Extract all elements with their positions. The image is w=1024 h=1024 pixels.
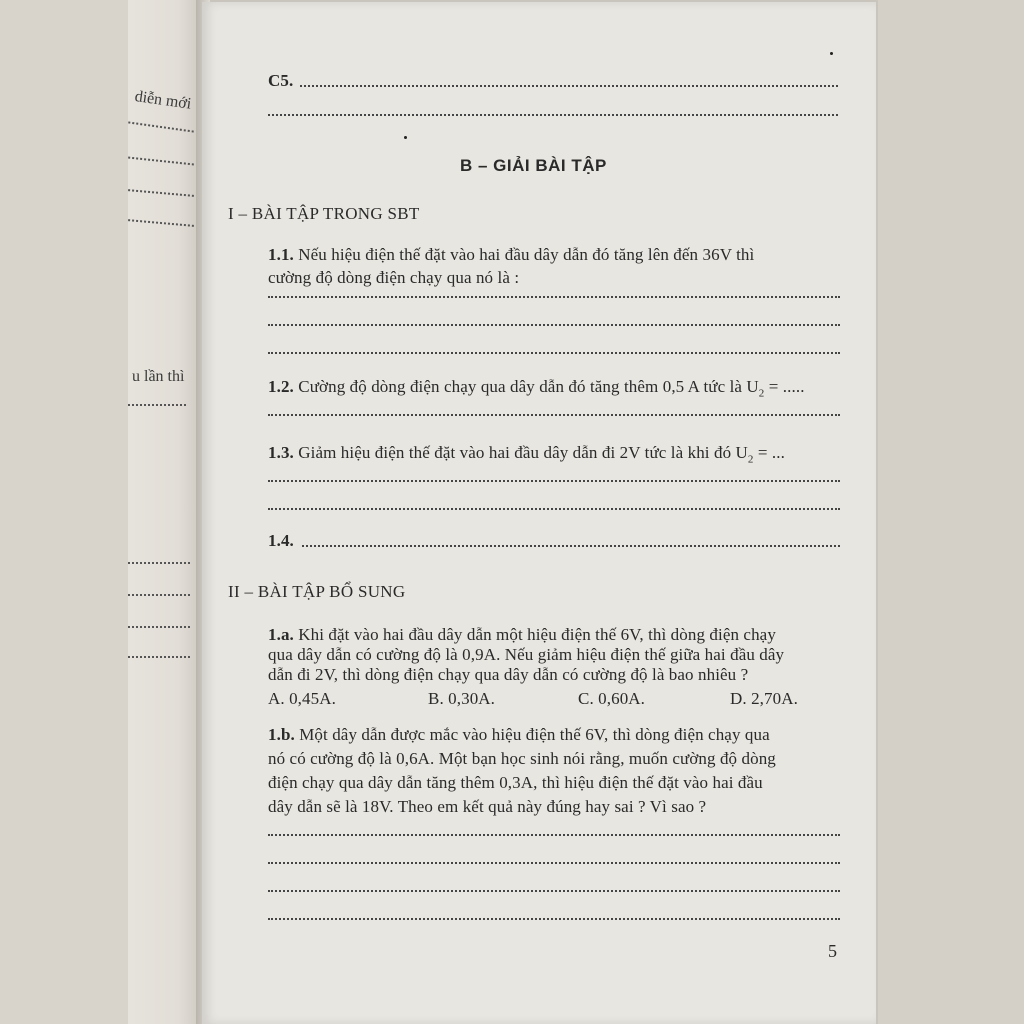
answer-line [268,890,840,892]
exercise-1a [268,624,776,646]
answer-line [268,862,840,864]
answer-line [268,296,840,298]
exercise-1-2 [268,376,805,404]
exercise-number: 1.b. [268,725,295,744]
exercise-text-tail: = ..... [764,377,805,396]
prev-page-dotted-line [128,157,194,166]
exercise-1-4-number: 1.4. [268,531,294,550]
exercise-text: điện chạy qua dây dẫn tăng thêm 0,3A, thì hiệu điện thế đặt vào hai đầu [268,773,763,792]
prev-page-dotted-line [128,562,190,564]
prev-page-dotted-line [128,404,186,406]
exercise-text-tail: = ... [753,443,785,462]
background-left [0,0,130,1024]
subscript: 2 [747,453,754,466]
exercise-number: 1.1. [268,245,294,264]
option-d: D. 2,70A. [730,689,798,708]
exercise-number: 1.a. [268,625,294,644]
answer-line [302,545,840,547]
answer-line [268,480,840,482]
exercise-text: Nếu hiệu điện thế đặt vào hai đầu dây dẫn đó tăng lên đến 36V thì [298,245,755,264]
subsection-title: II – BÀI TẬP BỔ SUNG [228,582,406,601]
option-b: B. 0,30A. [428,689,496,708]
c5-label: C5. [268,71,294,90]
ink-speck [830,52,833,55]
answer-line [268,324,840,326]
background-right [878,0,1024,1024]
answer-line [268,834,840,836]
exercise-1-1 [268,244,754,266]
book-page [202,2,876,1024]
exercise-1-3 [268,442,785,470]
exercise-1b [268,724,770,746]
option-a: A. 0,45A. [268,689,336,708]
exercise-text: Một dây dẫn được mắc vào hiệu điện thế 6V, thì dòng điện chạy qua [299,725,770,744]
exercise-text: Khi đặt vào hai đầu dây dẫn một hiệu điện thế 6V, thì dòng điện chạy [298,625,776,644]
answer-line [268,414,840,416]
prev-page-dotted-line [128,189,194,197]
page-number: 5 [828,941,838,961]
exercise-text: qua dây dẫn có cường độ là 0,9A. Nếu giảm hiệu điện thế giữa hai đầu dây [268,645,785,664]
option-c: C. 0,60A. [578,689,646,708]
prev-page-dotted-line [128,121,194,132]
exercise-text: dẫn đi 2V, thì dòng điện chạy qua dây dẫn có cường độ là bao nhiêu ? [268,665,749,684]
prev-page-fragment-top: diễn mới [133,88,193,113]
answer-line [268,352,840,354]
exercise-text: Cường độ dòng điện chạy qua dây dẫn đó tăng thêm 0,5 A tức là U [298,377,759,396]
ink-speck [404,136,407,139]
prev-page-dotted-line [128,656,190,658]
subsection-title: I – BÀI TẬP TRONG SBT [228,204,420,223]
prev-page-dotted-line [128,594,190,596]
prev-page-fragment-mid: u lần thì [132,368,185,385]
subscript: 2 [758,387,765,400]
exercise-number: 1.2. [268,377,294,396]
exercise-text: nó có cường độ là 0,6A. Một bạn học sinh nói rằng, muốn cường độ dòng [268,749,776,768]
prev-page-dotted-line [128,219,194,227]
previous-page-edge [128,0,200,1024]
exercise-text: cường độ dòng điện chạy qua nó là : [268,268,520,287]
exercise-text: dây dẫn sẽ là 18V. Theo em kết quả này đúng hay sai ? Vì sao ? [268,797,707,816]
answer-line [268,918,840,920]
answer-line [300,85,838,87]
answer-line [268,508,840,510]
section-heading: B – GIẢI BÀI TẬP [460,156,607,175]
exercise-text: Giảm hiệu điện thế đặt vào hai đầu dây dẫn đi 2V tức là khi đó U [298,443,748,462]
exercise-number: 1.3. [268,443,294,462]
answer-line [268,114,838,116]
prev-page-dotted-line [128,626,190,628]
